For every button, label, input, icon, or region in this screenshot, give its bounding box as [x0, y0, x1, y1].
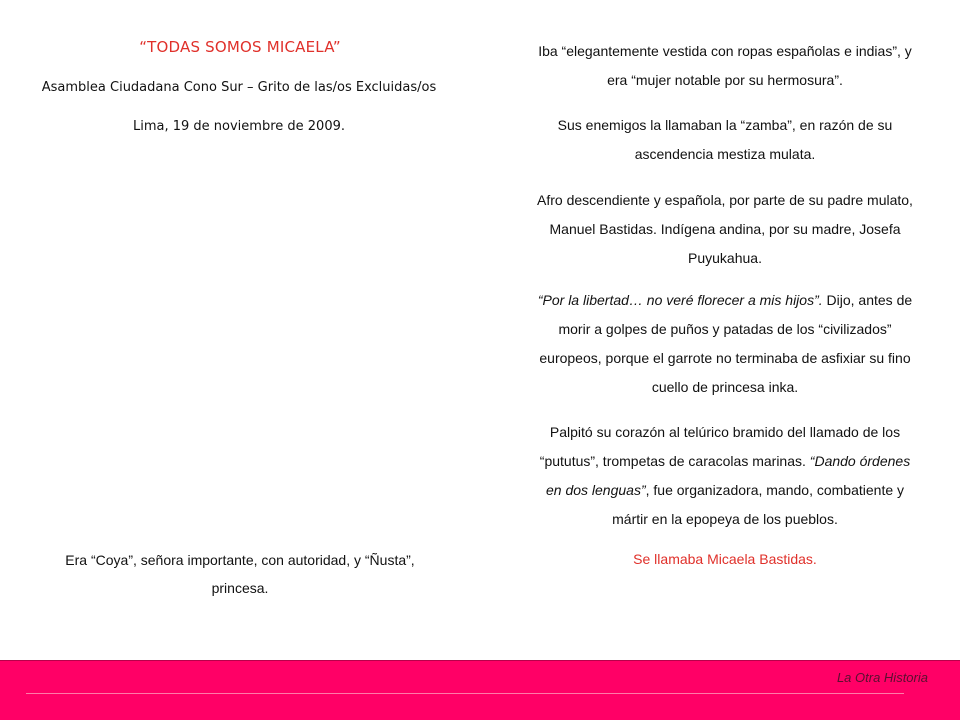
footer-divider: [26, 693, 904, 694]
text-line: Afro descendiente y española, por parte de su padre mulato,: [537, 192, 913, 208]
quote-text: “Por la libertad… no veré florecer a mis hijos”.: [537, 292, 823, 308]
paragraph-dress: [500, 37, 950, 95]
quote-text: en dos lenguas”: [545, 482, 646, 498]
paragraph-ancestry: [500, 186, 950, 273]
text-line: [500, 476, 950, 505]
text-line: [500, 447, 950, 476]
paragraph-libertad: [500, 286, 950, 402]
text-line: europeos, porque el garrote no terminaba de asfixiar su fino: [539, 350, 911, 366]
text-line: Iba “elegantemente vestida con ropas españolas e indias”, y: [538, 43, 912, 59]
paragraph-pututus: [500, 418, 950, 534]
text-line: Puyukahua.: [688, 250, 762, 266]
closing-line: Se llamaba Micaela Bastidas.: [633, 551, 817, 567]
footer-bar: [0, 660, 960, 720]
text-line: Sus enemigos la llamaban la “zamba”, en razón de su: [557, 117, 893, 133]
text-line: morir a golpes de puños y patadas de los “civilizados”: [558, 321, 892, 337]
text-line: [500, 286, 950, 315]
text-line: princesa.: [211, 580, 269, 596]
coya-paragraph: [30, 546, 450, 602]
footer-label: La Otra Historia: [836, 670, 928, 685]
date-line: Lima, 19 de noviembre de 2009.: [132, 119, 345, 134]
text-line: Palpitó su corazón al telúrico bramido del llamado de los: [549, 424, 901, 440]
page-title: “TODAS SOMOS MICAELA”: [139, 38, 341, 56]
text-fragment: Dijo, antes de: [822, 292, 913, 308]
text-line: mártir en la epopeya de los pueblos.: [612, 511, 838, 527]
subtitle: Asamblea Ciudadana Cono Sur – Grito de las/os Excluidas/os: [41, 80, 437, 95]
text-line: ascendencia mestiza mulata.: [634, 146, 816, 162]
paragraph-zamba: [500, 111, 950, 169]
quote-text: “Dando órdenes: [809, 453, 911, 469]
text-line: era “mujer notable por su hermosura”.: [607, 72, 843, 88]
text-line: cuello de princesa inka.: [651, 379, 799, 395]
text-line: Manuel Bastidas. Indígena andina, por su madre, Josefa: [549, 221, 901, 237]
text-fragment: , fue organizadora, mando, combatiente y: [645, 482, 905, 498]
text-line: Era “Coya”, señora importante, con autoridad, y “Ñusta”,: [65, 552, 415, 568]
text-fragment: “pututus”, trompetas de caracolas marinas.: [539, 453, 810, 469]
